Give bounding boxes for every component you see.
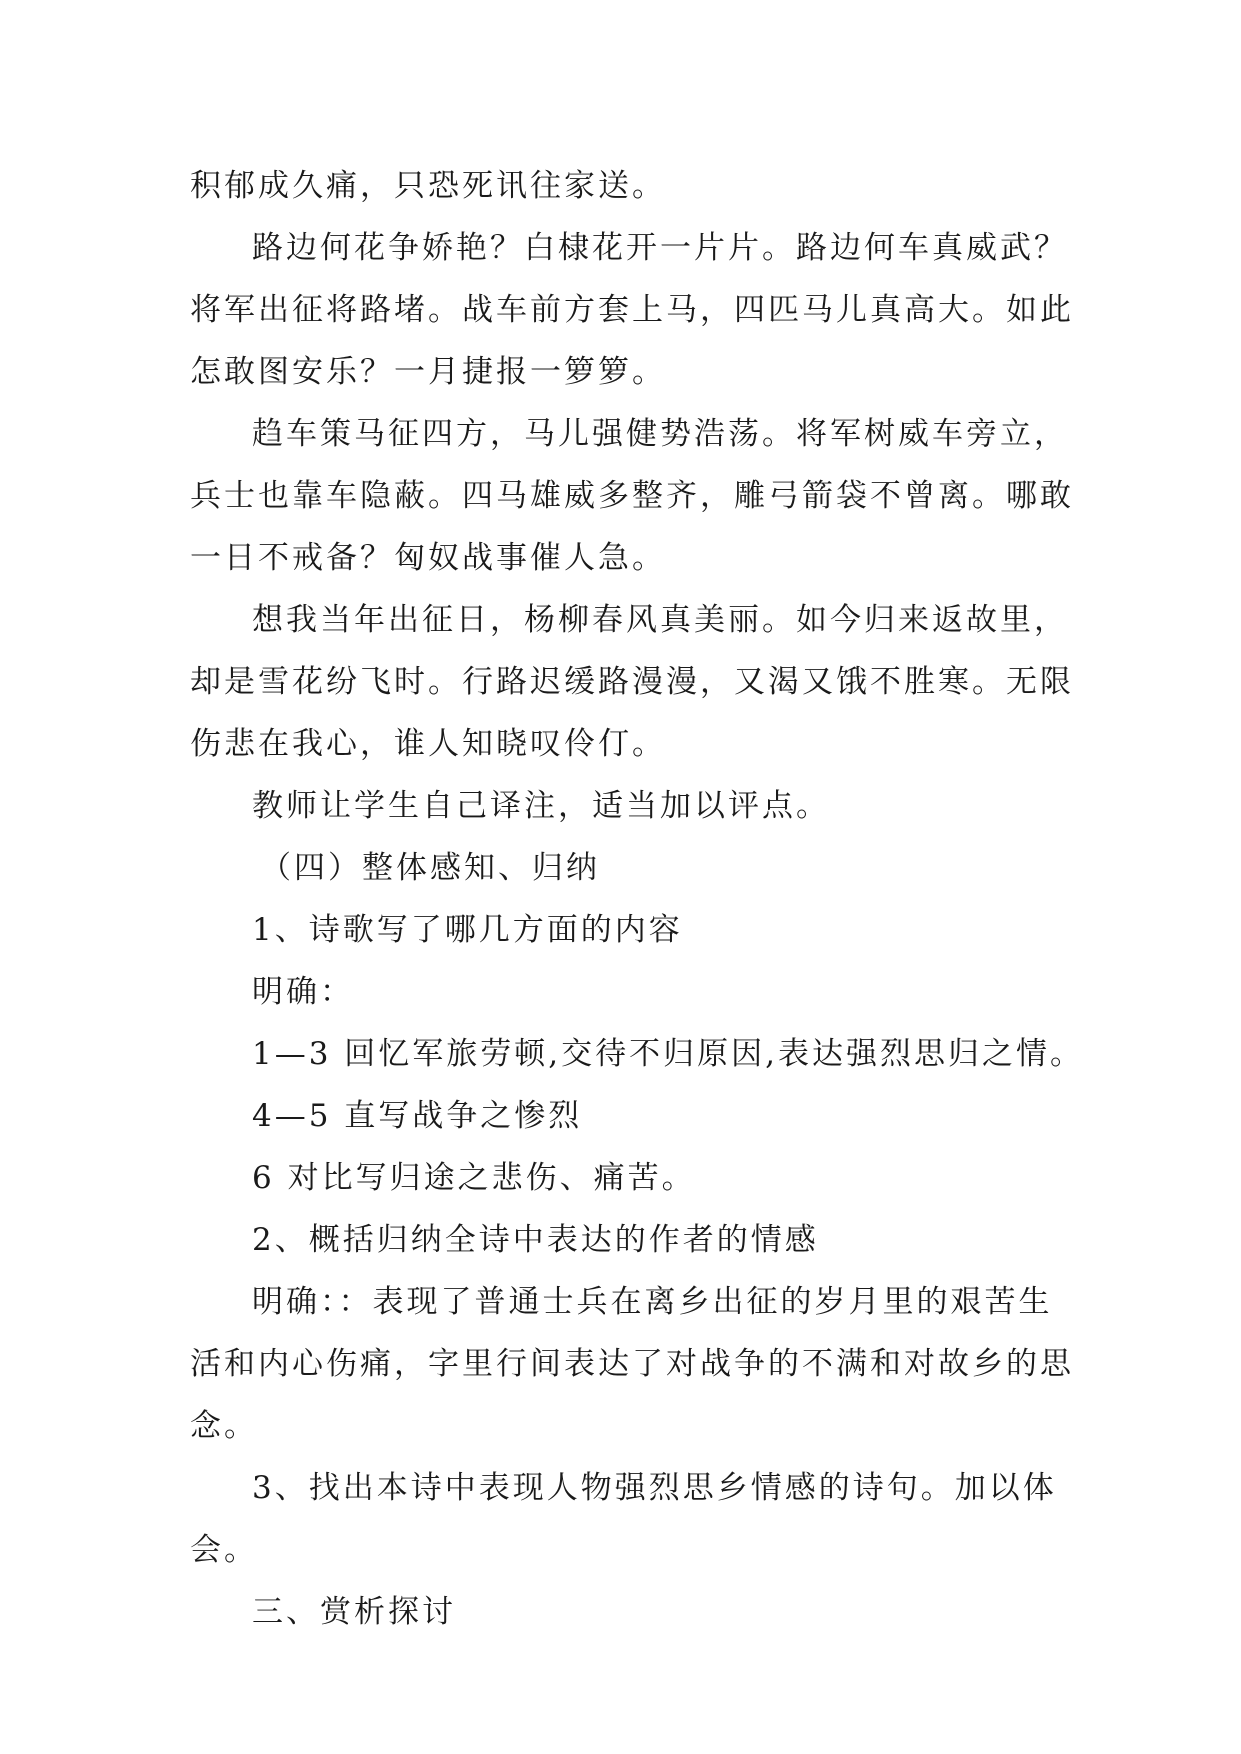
answer-item-1 [190,1023,1085,1085]
question-2 [190,1209,1070,1271]
paragraph-translation-stanza-4 [190,217,1074,403]
paragraph-poem-end [190,155,1070,217]
answer-item-2 [190,1085,1070,1147]
text-line: 兵士也靠车隐蔽。四马雄威多整齐，雕弓箭袋不曾离。哪敢 [190,478,1074,514]
text-line: 趋车策马征四方，马儿强健势浩荡。将军树威车旁立， [252,416,1068,452]
text-line: 1—3 回忆军旅劳顿,交待不归原因,表达强烈思归之情。 [252,1036,1085,1072]
answer-2 [190,1271,1074,1457]
text-line: 三、赏析探讨 [252,1594,456,1630]
paragraph-translation-stanza-5 [190,403,1074,589]
text-line: 将军出征将路堵。战车前方套上马，四匹马儿真高大。如此 [190,292,1074,328]
text-line: 3、找出本诗中表现人物强烈思乡情感的诗句。加以体 [252,1470,1057,1506]
question-3 [190,1457,1070,1581]
text-line: 6 对比写归途之悲伤、痛苦。 [252,1160,696,1196]
paragraph-translation-stanza-6 [190,589,1074,775]
text-line: 活和内心伤痛，字里行间表达了对战争的不满和对故乡的思 [190,1346,1074,1382]
text-line: 一日不戒备？匈奴战事催人急。 [190,540,666,576]
section-heading-4 [190,837,1070,899]
text-line: 念。 [190,1408,258,1444]
text-line: 怎敢图安乐？一月捷报一箩箩。 [190,354,666,390]
document-body [190,155,1085,1643]
text-line: 却是雪花纷飞时。行路迟缓路漫漫，又渴又饿不胜寒。无限 [190,664,1074,700]
text-line: 教师让学生自己译注，适当加以评点。 [252,788,830,824]
text-line: 想我当年出征日，杨柳春风真美丽。如今归来返故里， [252,602,1068,638]
text-line: 明确： [252,974,354,1010]
answer-label [190,961,1070,1023]
text-line: 4—5 直写战争之惨烈 [252,1098,583,1134]
question-1 [190,899,1070,961]
text-line: 1、诗歌写了哪几方面的内容 [252,912,683,948]
paragraph-teacher-note [190,775,1070,837]
text-line: 明确：：表现了普通士兵在离乡出征的岁月里的艰苦生 [252,1284,1053,1320]
text-line: （四）整体感知、归纳 [260,850,600,886]
text-line: 路边何花争娇艳？白棣花开一片片。路边何车真威武？ [252,230,1068,266]
answer-item-3 [190,1147,1070,1209]
text-line: 伤悲在我心，谁人知晓叹伶仃。 [190,726,666,762]
text-line: 会。 [190,1532,258,1568]
section-heading-3 [190,1581,1070,1643]
text-line: 积郁成久痛，只恐死讯往家送。 [190,168,666,204]
text-line: 2、概括归纳全诗中表达的作者的情感 [252,1222,819,1258]
